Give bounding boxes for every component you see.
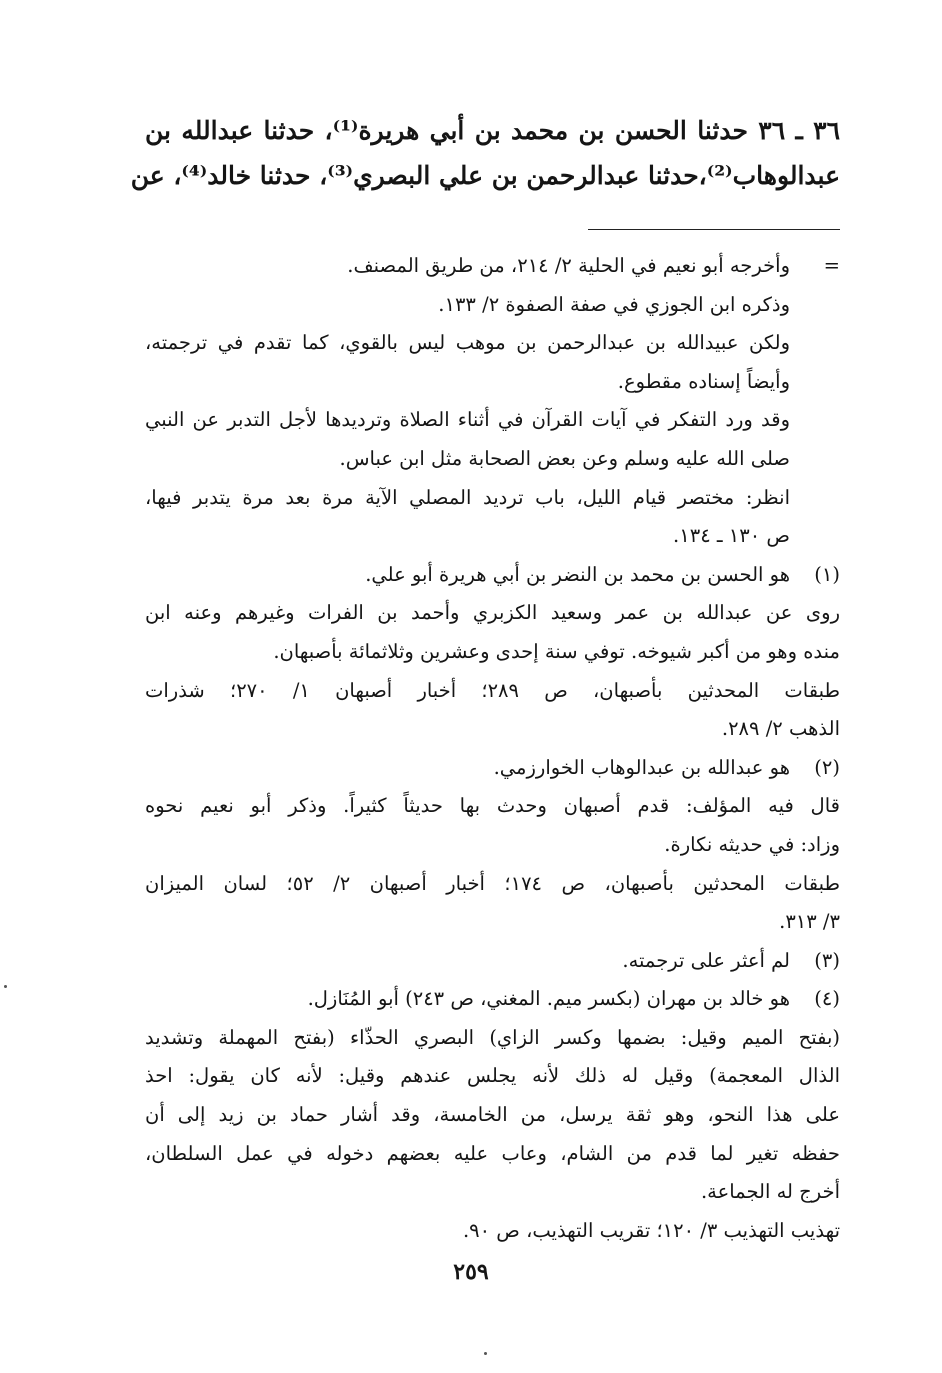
footnote-line: على هذا النحو، وهو ثقة يرسل، من الخامسة، وقد أشار حماد بن زيد إلى أن	[145, 1103, 840, 1127]
footnote-line: روى عن عبدالله بن عمر وسعيد الكزبري وأحمد بن الفرات وغيرهم وعنه ابن	[145, 601, 840, 625]
footnote-line: انظر: مختصر قيام الليل، باب ترديد المصلي الآية مرة بعد مرة يتدبر فيها،	[145, 485, 790, 509]
footnote-line: وذكره ابن الجوزي في صفة الصفوة ٢/ ١٣٣.	[438, 292, 790, 316]
footnote-1	[145, 556, 840, 749]
footnote-4	[145, 980, 840, 1250]
footnotes-section	[145, 247, 840, 1250]
footnote-line: ٣/ ٣١٣.	[779, 910, 840, 934]
footnote-line: طبقات المحدثين بأصبهان، ص ١٧٤؛ أخبار أصبهان ٢/ ٥٢؛ لسان الميزان	[145, 871, 840, 895]
page-number: ٢٥٩	[453, 1259, 489, 1285]
footnote-line: لم أعثر على ترجمته.	[622, 948, 790, 972]
footnote-line: هو عبدالله بن عبدالوهاب الخوارزمي.	[493, 755, 790, 779]
footnote-line: وأخرجه أبو نعيم في الحلية ٢/ ٢١٤، من طريق المصنف.	[347, 254, 790, 277]
main-text-line: ٣٦ ـ ٣٦ حدثنا الحسن بن محمد بن أبي هريرة⁽¹⁾، حدثنا عبدالله بن	[145, 116, 840, 145]
footnote-line: تهذيب التهذيب ٣/ ١٢٠؛ تقريب التهذيب، ص ٩٠.	[462, 1218, 840, 1242]
footnote-2	[145, 749, 840, 942]
footnote-line: قال فيه المؤلف: قدم أصبهان وحدث بها حديثاً كثيراً. وذكر أبو نعيم نحوه	[145, 794, 840, 818]
footnote-line: هو الحسن بن محمد بن النضر بن أبي هريرة أبو علي.	[365, 562, 790, 586]
footnote-line: (بفتح الميم وقيل: بضمها وكسر الزاي) البصري الحذّاء (بفتح المهملة وتشديد	[145, 1025, 840, 1049]
footnote-line: ولكن عبيدالله بن عبدالرحمن بن موهب ليس بالقوي، كما تقدم في ترجمته،	[145, 331, 790, 355]
footnote-3	[145, 942, 840, 981]
footnote-line: وزاد: في حديثه نكارة.	[664, 832, 840, 856]
footnote-marker: (١)	[814, 562, 840, 586]
footnote-marker: (٢)	[814, 755, 840, 779]
main-text-line: عبدالوهاب⁽²⁾،حدثنا عبدالرحمن بن علي البصري⁽³⁾، حدثنا خالد⁽⁴⁾، عن	[130, 161, 840, 190]
footnote-line: ص ١٣٠ ـ ١٣٤.	[673, 524, 790, 548]
footnote-marker: (٣)	[814, 948, 840, 972]
scan-speck	[484, 1352, 487, 1355]
footnote-0	[145, 247, 840, 556]
scan-speck	[4, 985, 7, 988]
footnote-line: الذال المعجمة) وقيل له ذلك لأنه يجلس عندهم وقيل: لأنه كان يقول: احذ	[145, 1064, 840, 1088]
footnote-line: طبقات المحدثين بأصبهان، ص ٢٨٩؛ أخبار أصبهان ١/ ٢٧٠؛ شذرات	[145, 678, 840, 702]
footnote-line: الذهب ٢/ ٢٨٩.	[721, 717, 840, 741]
footnote-line: وأيضاً إسناده مقطوع.	[617, 369, 790, 393]
footnote-line: صلى الله عليه وسلم وعن بعض الصحابة مثل ابن عباس.	[339, 446, 790, 470]
footnote-separator-rule	[588, 229, 840, 230]
footnote-marker: =	[823, 254, 840, 277]
main-hadith-paragraph	[130, 108, 840, 198]
footnote-line: وقد ورد التفكر في آيات القرآن في أثناء الصلاة وترديدها لأجل التدبر عن النبي	[145, 408, 790, 432]
footnote-marker: (٤)	[814, 987, 840, 1011]
footnote-line: منده وهو من أكبر شيوخه. توفي سنة إحدى وعشرين وثلاثمائة بأصبهان.	[273, 639, 840, 663]
footnote-line: هو خالد بن مهران (بكسر ميم. المغني، ص ٢٤٣) أبو المُنَازل.	[307, 987, 790, 1011]
footnote-line: حفظه تغير لما قدم من الشام، وعاب عليه بعضهم دخوله في عمل السلطان،	[145, 1141, 840, 1165]
footnote-line: أخرج له الجماعة.	[700, 1180, 840, 1204]
